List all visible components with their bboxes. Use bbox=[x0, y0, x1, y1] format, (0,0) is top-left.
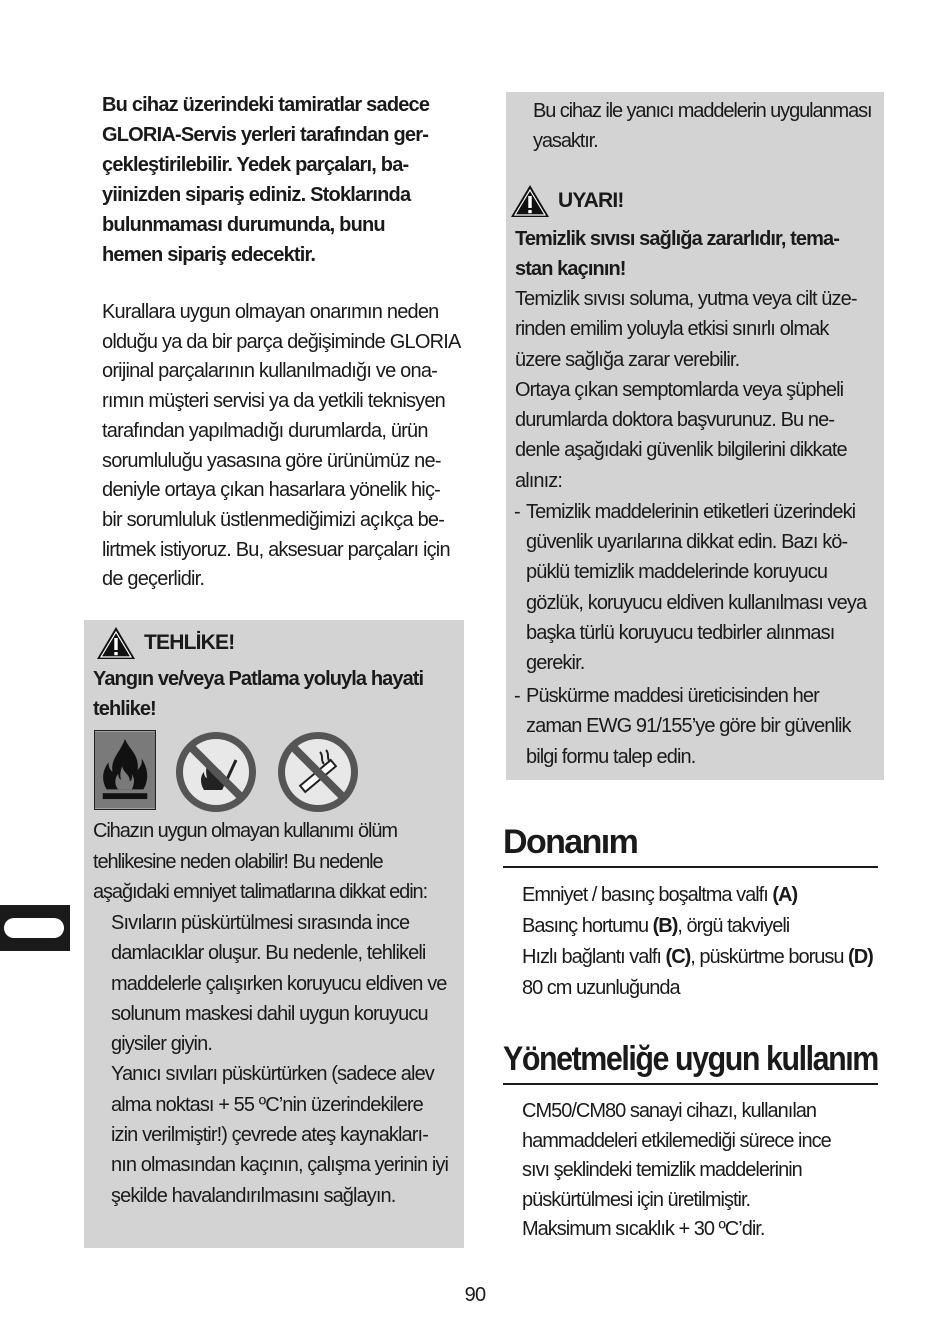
text-line: Bu cihaz ile yanıcı maddelerin uygulanması bbox=[533, 100, 872, 122]
text-line: aşağıdaki emniyet talimatlarına dikkat edin: bbox=[93, 881, 428, 903]
text-line: hemen sipariş edecektir. bbox=[102, 244, 316, 266]
list-item bbox=[514, 681, 882, 772]
text-line: rinden emilim yoluyla etkisi sınırlı olmak bbox=[515, 318, 829, 341]
text-line: lirtmek istiyoruz. Bu, aksesuar parçaları için bbox=[102, 538, 450, 561]
item-text: 80 cm uzunluğunda bbox=[522, 977, 680, 999]
text-line: püklü temizlik maddelerinde koruyucu bbox=[526, 561, 828, 584]
equipment-item bbox=[522, 911, 882, 942]
section-heading-intended-use: Yönetmeliğe uygun kullanım bbox=[503, 1039, 878, 1085]
text-line: güvenlik uyarılarına dikkat edin. Bazı kö- bbox=[526, 531, 848, 554]
warning-triangle-icon bbox=[510, 184, 550, 218]
danger-title: TEHLİKE! bbox=[144, 631, 235, 654]
text-line: bir sorumluluk üstlenmediğimizi açıkça be- bbox=[102, 508, 445, 531]
text-line: Ortaya çıkan semptomlarda veya şüpheli bbox=[515, 378, 844, 401]
danger-heading bbox=[96, 625, 234, 661]
list-item bbox=[514, 497, 882, 678]
item-code: (D) bbox=[848, 946, 873, 968]
page-number: 90 bbox=[464, 1284, 486, 1306]
text-line: püskürtülmesi için üretilmiştir. bbox=[522, 1188, 751, 1211]
text-line: gerekir. bbox=[526, 652, 585, 675]
warning-subtitle bbox=[515, 224, 875, 284]
language-tab-marker bbox=[0, 905, 70, 951]
warning-title: UYARI! bbox=[558, 189, 624, 212]
text-line: izin verilmiştir!) çevrede ateş kaynakları- bbox=[111, 1124, 428, 1147]
text-line: bulunmaması durumunda, bunu bbox=[102, 214, 385, 236]
text-line: Temizlik maddelerinin etiketleri üzerindeki bbox=[526, 501, 856, 523]
text-line: CM50/CM80 sanayi cihazı, kullanılan bbox=[522, 1100, 817, 1122]
intended-use-paragraph bbox=[522, 1097, 882, 1245]
item-rest: , püskürtme borusu bbox=[690, 946, 849, 968]
text-line: orijinal parçalarının kullanılmadığı ve ona- bbox=[102, 360, 437, 383]
text-line: Kurallara uygun olmayan onarımın neden bbox=[102, 301, 439, 323]
danger-body bbox=[93, 816, 463, 908]
text-line: durumlarda doktora başvurunuz. Bu ne- bbox=[515, 409, 835, 432]
text-line: yiinizden sipariş ediniz. Stoklarında bbox=[102, 184, 411, 206]
item-text: Hızlı bağlantı valfı bbox=[522, 946, 666, 968]
tab-pill bbox=[4, 918, 64, 938]
text-line: alma noktası + 55 ºC’nin üzerindekilere bbox=[111, 1093, 423, 1116]
danger-subtitle bbox=[93, 664, 465, 724]
text-line: maddelerle çalışırken koruyucu eldiven ve bbox=[111, 972, 447, 995]
text-line: Temizlik sıvısı sağlığa zararlıdır, tema- bbox=[515, 228, 839, 250]
text-line: şekilde havalandırılmasını sağlayın. bbox=[111, 1184, 396, 1207]
text-line: yasaktır. bbox=[533, 130, 598, 152]
equipment-item bbox=[522, 880, 882, 911]
text-line: Yanıcı sıvıları püskürtürken (sadece alev bbox=[111, 1063, 434, 1086]
text-line: alınız: bbox=[515, 469, 563, 492]
no-smoking-icon bbox=[276, 730, 360, 814]
text-line: başka türlü koruyucu tedbirler alınması bbox=[526, 621, 835, 644]
text-line: damlacıklar oluşur. Bu nedenle, tehlikeli bbox=[111, 942, 426, 965]
item-text: Emniyet / basınç boşaltma valfı bbox=[522, 884, 773, 906]
text-line: hammaddeleri etkilemediği sürece ince bbox=[522, 1129, 831, 1152]
text-line: çekleştirilebilir. Yedek parçaları, ba- bbox=[102, 154, 409, 176]
text-line: deniyle ortaya çıkan hasarlara yönelik hiç- bbox=[102, 479, 441, 502]
warning-bullets bbox=[514, 497, 882, 772]
text-line: Yangın ve/veya Patlama yoluyla hayati bbox=[93, 668, 424, 690]
danger-instructions bbox=[111, 908, 461, 1211]
text-line: tehlikesine neden olabilir! Bu nedenle bbox=[93, 850, 383, 873]
bullet-dash: - bbox=[514, 501, 520, 523]
text-line: Cihazın uygun olmayan kullanımı ölüm bbox=[93, 820, 397, 842]
text-line: üzere sağlığa zarar verebilir. bbox=[515, 348, 740, 371]
warning-heading bbox=[510, 183, 624, 219]
text-line: tehlike! bbox=[93, 698, 156, 720]
item-code: (B) bbox=[652, 915, 678, 937]
item-text: Basınç hortumu bbox=[522, 915, 653, 937]
liability-paragraph bbox=[102, 298, 472, 595]
text-line: Sıvıların püskürtülmesi sırasında ince bbox=[111, 912, 410, 934]
text-line: denle aşağıdaki güvenlik bilgilerini dikkate bbox=[515, 439, 847, 462]
bullet-dash: - bbox=[514, 685, 520, 708]
text-line: gözlük, koruyucu eldiven kullanılması veya bbox=[526, 591, 867, 614]
text-line: zaman EWG 91/155’ye göre bir güvenlik bbox=[526, 715, 851, 738]
text-line: rımın müşteri servisi ya da yetkili teknisyen bbox=[102, 390, 446, 413]
equipment-item bbox=[522, 973, 882, 1004]
repair-notice-bold bbox=[102, 90, 472, 270]
text-line: nın olmasından kaçının, çalışma yerinin iyi bbox=[111, 1154, 449, 1177]
section-heading-equipment: Donanım bbox=[503, 822, 878, 868]
text-line: de geçerlidir. bbox=[102, 568, 205, 591]
text-line: sıvı şeklindeki temizlik maddelerinin bbox=[522, 1159, 802, 1182]
equipment-item bbox=[522, 942, 882, 973]
item-code: (A) bbox=[772, 884, 798, 906]
flame-icon bbox=[94, 730, 156, 810]
text-line: Temizlik sıvısı soluma, yutma veya cilt üze- bbox=[515, 288, 857, 310]
warning-triangle-icon bbox=[96, 626, 136, 660]
text-line: sorumluluğu yasasına göre ürünümüz ne- bbox=[102, 449, 441, 472]
text-line: solunum maskesi dahil uygun koruyucu bbox=[111, 1002, 428, 1025]
item-rest: , örgü takviyeli bbox=[677, 915, 790, 937]
text-line: tarafından yapılmadığı durumlarda, ürün bbox=[102, 419, 428, 442]
text-line: Maksimum sıcaklık + 30 ºC’dir. bbox=[522, 1218, 765, 1241]
text-line: stan kaçının! bbox=[515, 258, 626, 280]
warning-body bbox=[515, 284, 880, 496]
text-line: GLORIA-Servis yerleri tarafından ger- bbox=[102, 124, 429, 146]
equipment-list bbox=[522, 880, 882, 1004]
text-line: bilgi formu talep edin. bbox=[526, 745, 696, 768]
text-line: olduğu ya da bir parça değişiminde GLORIA bbox=[102, 330, 461, 353]
no-open-fire-icon bbox=[174, 730, 258, 814]
item-code: (C) bbox=[665, 946, 691, 968]
text-line: Püskürme maddesi üreticisinden her bbox=[526, 685, 819, 708]
flammable-prohibition bbox=[533, 96, 878, 156]
text-line: giysiler giyin. bbox=[111, 1033, 212, 1056]
text-line: Bu cihaz üzerindeki tamiratlar sadece bbox=[102, 94, 430, 116]
